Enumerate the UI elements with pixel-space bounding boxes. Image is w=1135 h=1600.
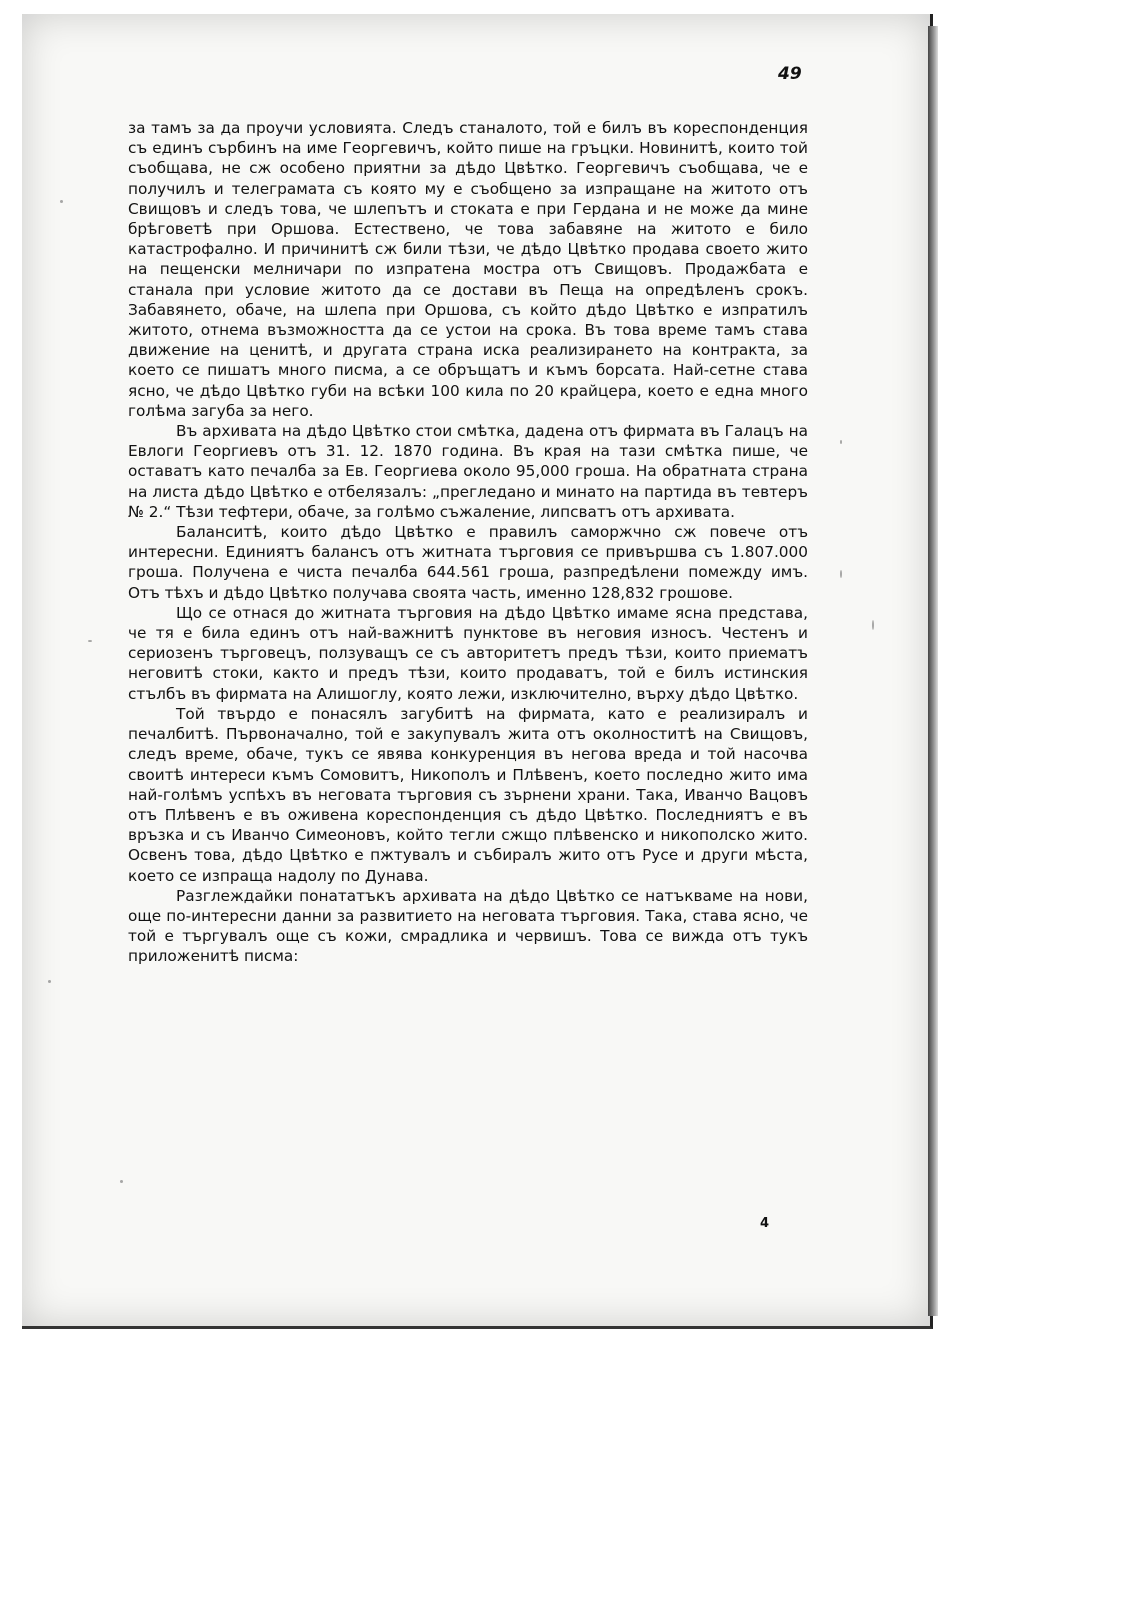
scan-speck	[872, 620, 874, 630]
paragraph-1: за тамъ за да проучи условията. Следъ станалото, той е билъ въ кореспонденция съ единъ сърбинъ на име Георгевичъ, който пише на гръцки. Новинитѣ, които той съобщава, не сж особено приятни за дѣдо Цвѣтко. Георгевичъ съобщава, че е получилъ и телеграмата съ която му е съобщено за изпращане на житото отъ Свищовъ и следъ това, че шлепътъ и стоката е при Гердана и не може да мине брѣговетѣ при Оршова. Естествено, че това забавяне на житото е било катастрофално. И причинитѣ сж били тѣзи, че дѣдо Цвѣтко продава своето жито на пещенски мелничари по изпратена мостра отъ Свищовъ. Продажбата е станала при условие житото да се достави въ Пеща на опредѣленъ срокъ. Забавянето, обаче, на шлепа при Оршова, съ който дѣдо Цвѣтко е изпратилъ житото, отнема възможността да се устои на срока. Въ това време тамъ става движение на ценитѣ, и другата страна иска реализирането на контракта, за което се пишатъ много писма, а се обръщатъ и къмъ борсата. Най-сетне става ясно, че дѣдо Цвѣтко губи на всѣки 100 кила по 20 крайцера, което е една много голѣма загуба за него.	[128, 119, 808, 420]
printer-signature-mark: 4	[760, 1216, 770, 1231]
paragraph-6: Разглеждайки понататъкъ архивата на дѣдо Цвѣтко се натъкваме на нови, още по-интересни данни за развитието на неговата търговия. Така, става ясно, че той е търгувалъ още съ кожи, смрадлика и червишъ. Това се вижда отъ тукъ приложенитѣ писма:	[128, 886, 808, 966]
scan-speck	[120, 1180, 123, 1183]
scan-speck	[88, 640, 92, 642]
scan-speck	[48, 980, 51, 983]
scan-speck	[840, 440, 842, 444]
page-number: 49	[778, 64, 802, 84]
paragraph-3: Баланситѣ, които дѣдо Цвѣтко е правилъ саморжчно сж повече отъ интересни. Единиятъ балансъ отъ житната търговия се привършва съ 1.807.000 гроша. Получена е чиста печалба 644.561 гроша, разпредѣлени помежду имъ. Отъ тѣхъ и дѣдо Цвѣтко получава своята часть, именно 128,832 грошове.	[128, 523, 808, 602]
paragraph-2: Въ архивата на дѣдо Цвѣтко стои смѣтка, дадена отъ фирмата въ Галацъ на Евлоги Георгиевъ отъ 31. 12. 1870 година. Въ края на тази смѣтка пише, че оставатъ като печалба за Ев. Георгиева около 95,000 гроша. На обратната страна на листа дѣдо Цвѣтко е отбелязалъ: „прегледано и минато на партида въ тевтеръ № 2.“ Тѣзи тефтери, обаче, за голѣмо съжаление, липсватъ отъ архивата.	[128, 422, 808, 521]
body-text	[128, 118, 808, 967]
scan-speck	[840, 570, 842, 578]
paragraph-4: Що се отнася до житната търговия на дѣдо Цвѣтко имаме ясна представа, че тя е била единъ отъ най-важнитѣ пунктове въ неговия износъ. Честенъ и сериозенъ търговецъ, ползуващъ се съ авторитетъ предъ тѣзи, които приематъ неговитѣ стоки, както и предъ тѣзи, които продаватъ, той е билъ истинския стълбъ въ фирмата на Алишоглу, която лежи, изключително, върху дѣдо Цвѣтко.	[128, 603, 808, 703]
scan-speck	[60, 200, 63, 203]
paragraph-5: Той твърдо е понасялъ загубитѣ на фирмата, като е реализиралъ и печалбитѣ. Първоначално, той е закупувалъ жита отъ околноститѣ на Свищовъ, следъ време, обаче, тукъ се явява конкуренция въ негова вреда и той насочва своитѣ интереси къмъ Сомовитъ, Никополъ и Плѣвенъ, което последно жито има най-голѣмъ успѣхъ въ неговата търговия съ зърнени храни. Така, Иванчо Вацовъ отъ Плѣвенъ е въ оживена кореспонденция съ дѣдо Цвѣтко. Последниятъ е въ връзка и съ Иванчо Симеоновъ, който тегли сжщо плѣвенско и никополско жито. Освенъ това, дѣдо Цвѣтко е пжтувалъ и събиралъ жито отъ Русе и други мѣста, което се изпраща надолу по Дунава.	[128, 704, 808, 885]
book-spine-edge	[928, 26, 938, 1316]
